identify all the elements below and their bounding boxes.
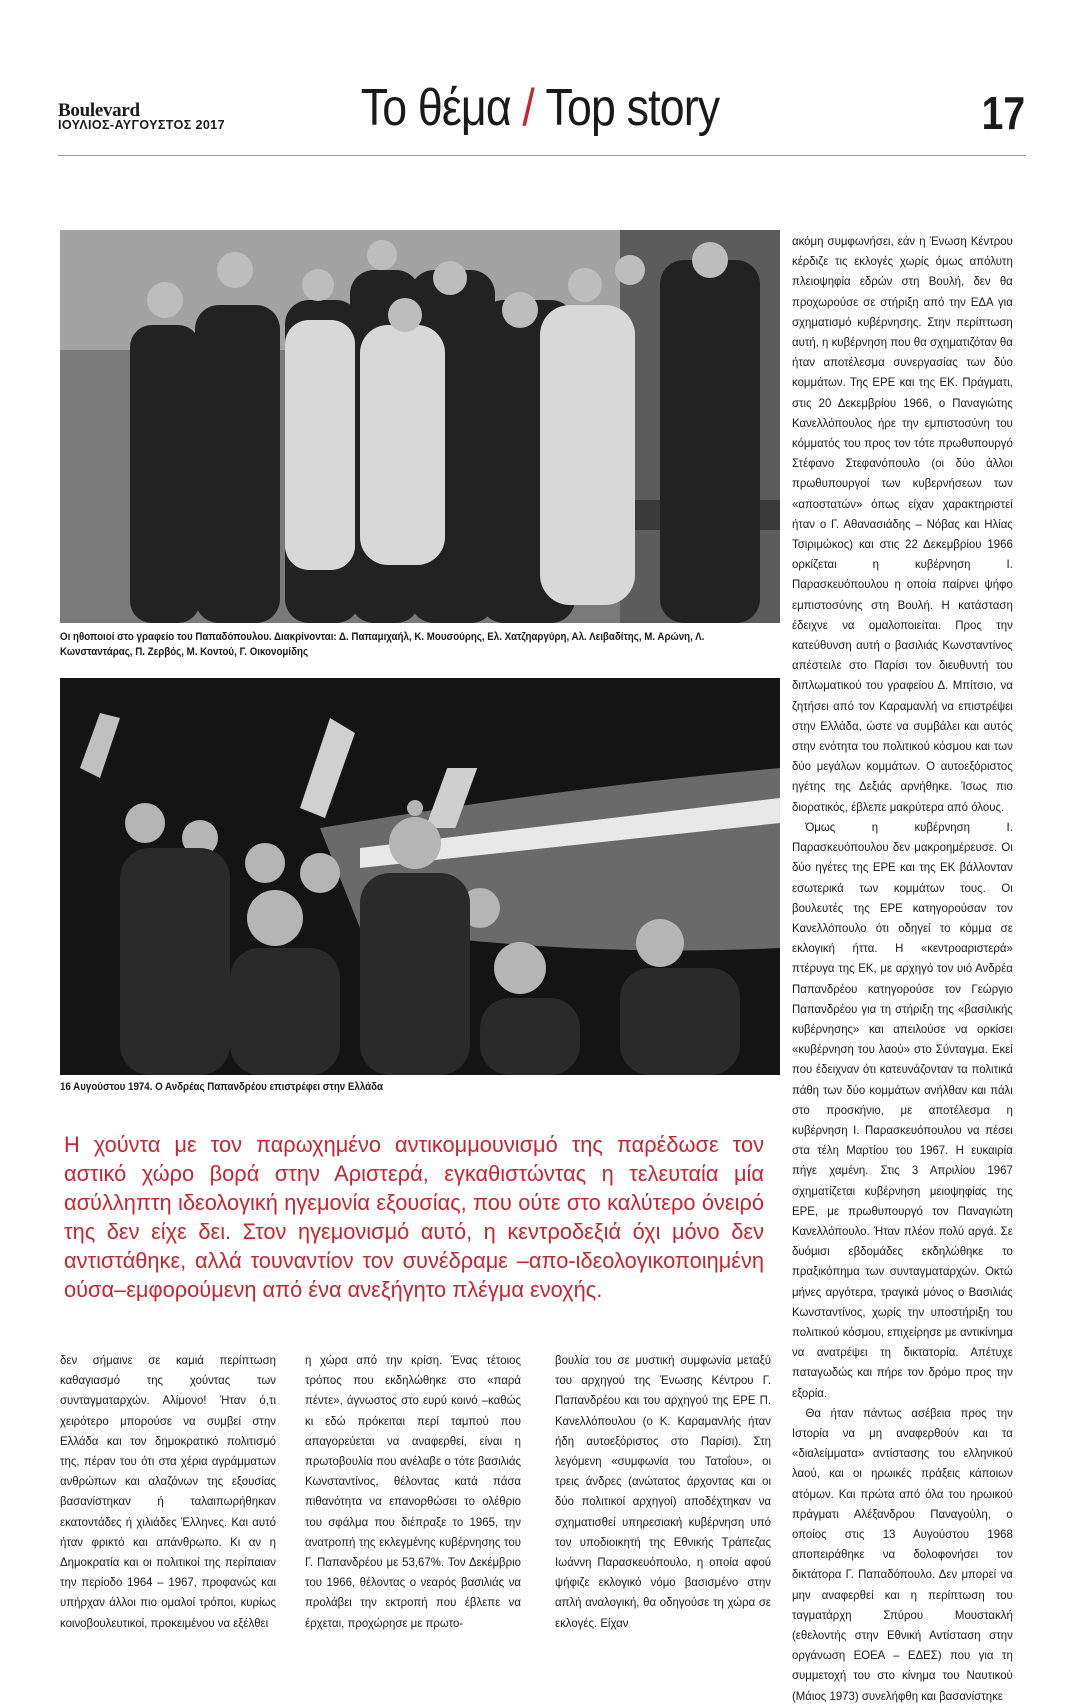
article-paragraph: η χώρα από την κρίση. Ένας τέτοιος τρόπος που εκδηλώθηκε στο «παρά πέντε», άγνωστος στο ευρύ κοινό –καθώς κι εδώ πρόκειται περί ταμπού που απαγορεύεται να αναφερθεί, είναι η πρωτοβουλία που ανέλαβε ο τότε βασιλιάς Κωνσταντίνος, θέλοντας κατά πάσα πιθανότητα να επανορθώσει το ολέθριο του σφάλμα που διέπραξε το 1965, την ανατροπή της εκλεγμένης κυβέρνησης του Γ. Παπανδρέου με 53,67%. Τον Δεκέμβριο του 1966, θέλοντας ο νεαρός βασιλιάς να προλάβει την εκτροπή που έβλεπε να έρχεται, προχώρησε με πρωτο- bbox=[305, 1353, 521, 1630]
issue-date: ΙΟΥΛΙΟΣ-ΑΥΓΟΥΣΤΟΣ 2017 bbox=[58, 118, 225, 132]
photo-papandreou-caption: 16 Αυγούστου 1974. Ο Ανδρέας Παπανδρέου επιστρέφει στην Ελλάδα bbox=[60, 1081, 384, 1093]
page-number: 17 bbox=[981, 87, 1025, 139]
magazine-brand: Boulevard bbox=[58, 100, 140, 121]
section-title-greek: Το θέμα bbox=[360, 79, 511, 137]
article-column-bottom-3 bbox=[555, 1350, 771, 1633]
section-separator: / bbox=[522, 79, 534, 137]
section-title bbox=[76, 78, 1005, 138]
photo-papandreou-illustration bbox=[60, 678, 780, 1075]
article-column-right bbox=[792, 231, 1013, 1706]
article-paragraph: ακόμη συμφωνήσει, εάν η Ένωση Κέντρου κέρδιζε τις εκλογές χωρίς όμως απόλυτη πλειοψηφία εδρών στη Βουλή, δεν θα προχωρούσε σε στήριξη από την ΕΔΑ για σχηματισμό κυβέρνησης. Στην περίπτωση αυτή, η κυβέρνηση που θα σχηματιζόταν θα ήταν αποτέλεσμα συνεργασίας των δύο κομμάτων. Της ΕΡΕ και της ΕΚ. Πράγματι, στις 20 Δεκεμβρίου 1966, ο Παναγιώτης Κανελλόπουλος ήρε την εμπιστοσύνη του κόμματός του προς τον τότε πρωθυπουργό Στέφανο Στεφανόπουλο (οι δύο άλλοι πρωθυπουργοί των κυβερνήσεων των «αποστατών» όπως είχαν χαρακτηριστεί ήταν ο Γ. Αθανασιάδης – Νόβας και Ηλίας Τσιριμώκος) και στις 22 Δεκεμβρίου 1966 ορκίζεται η κυβέρνηση Ι. Παρασκευόπουλου η οποία παίρνει ψήφο εμπιστοσύνης στη Βουλή. Η κατάσταση έδειχνε να ομαλοποιείται. Προς την κατεύθυνση αυτή ο βασιλιάς Κωνσταντίνος απέστειλε στο Παρίσι τον διευθυντή του διπλωματικού του γραφείου Δ. Μπίτσιο, να ζητήσει από τον Καραμανλή να επιστρέψει στην Ελλάδα, ώστε να συμβάλει και αυτός στην ενότητα του πολιτικού κόσμου και των δύο μεγάλων κομμάτων. Ο αυτοεξόριστος ηγέτης της Δεξιάς αρνήθηκε. Ίσως πιο διορατικός, έβλεπε μακρύτερα από όλους. bbox=[792, 234, 1013, 814]
section-title-english: Top story bbox=[545, 79, 720, 137]
photo-actors-office-illustration bbox=[60, 230, 780, 623]
article-paragraph: Όμως η κυβέρνηση Ι. Παρασκευόπουλου δεν μακροημέρευσε. Οι δύο ηγέτες της ΕΡΕ και της ΕΚ βάλλονταν εσωτερικά των κομμάτων τους. Οι βουλευτές της ΕΡΕ κατηγορούσαν τον Κανελλόπουλο ότι οδηγεί το κόμμα σε εκλογική ήττα. Η «κεντροαριστερά» πτέρυγα της ΕΚ, με αρχηγό τον υιό Ανδρέα Παπανδρέου κατηγορούσε τον Γεώργιο Παπανδρέου για τη στήριξη της «βασιλικής κυβέρνησης» και απειλούσε να ορκίσει «κυβέρνηση του λαού» στο Σύνταγμα. Εκεί που έδειχναν ότι κατευνάζονταν τα πολιτικά πάθη των δύο κομμάτων ανήλθαν και πάλι στο προσκήνιο, με αποτέλεσμα η κυβέρνηση Ι. Παρασκευόπουλου να πέσει στα τέλη Μαρτίου του 1967. Η ευκαιρία πήγε χαμένη. Στις 3 Απριλίου 1967 σχηματίζεται κυβέρνηση μειοψηφίας της ΕΡΕ, με πρωθυπουργό τον Παναγιώτη Κανελλόπουλο. Ήταν πλέον πολύ αργά. Σε δυόμισι εβδομάδες εκδηλώθηκε το πραξικόπημα των συνταγματαρχών. Οκτώ μήνες αργότερα, τραγικά μόνος ο Βασιλιάς Κωνσταντίνος, χωρίς την υποστήριξη του πολιτικού κόσμου, επιχείρησε με αντικίνημα να ανατρέψει τη δικτατορία. Απέτυχε παταγωδώς και πήρε τον δρόμο προς την εξορία. bbox=[792, 819, 1013, 1400]
article-column-bottom-2 bbox=[305, 1350, 521, 1633]
article-paragraph: βουλία του σε μυστική συμφωνία μεταξύ του αρχηγού της Ένωσης Κέντρου Γ. Παπανδρέου και του αρχηγού της ΕΡΕ Π. Κανελλόπουλου (ο Κ. Καραμανλής ήταν ήδη αυτοεξόριστος στο Παρίσι). Στη λεγόμενη «συμφωνία του Τατοΐου», οι τρεις άνδρες (ανώτατος άρχοντας και οι δύο πολιτικοί αρχηγοί) αποδέχτηκαν να σχηματισθεί υπηρεσιακή κυβέρνηση υπό τον υποδιοικητή της Εθνικής Τράπεζας Ιωάννη Παρασκευόπουλο, η οποία αφού ψήφιζε εκλογικό νόμο βασισμένο στην απλή αναλογική, θα οδηγούσε τη χώρα σε εκλογές. Είχαν bbox=[555, 1353, 771, 1630]
photo-papandreou-return bbox=[60, 678, 780, 1075]
photo-actors-caption: Οι ηθοποιοί στο γραφείο του Παπαδόπουλου. Διακρίνονται: Δ. Παπαμιχαήλ, Κ. Μουσούρης, Ελ. Χατζηαργύρη, Αλ. Λειβαδίτης, Μ. Αρώνη, Λ. Κωνσταντάρας, Π. Ζερβός, Μ. Κοντού, Γ. Οικονομίδης bbox=[60, 631, 705, 658]
article-paragraph: Θα ήταν πάντως ασέβεια προς την Ιστορία να μη αναφερθούν και τα «διαλείμματα» αντίστασης του ελληνικού λαού, και οι ηρωικές πράξεις κάποιων ατόμων. Και πρώτα από όλα του ηρωικού πράγματι Αλέξανδρου Παναγούλη, ο οποίος στις 13 Αυγούστου 1968 αποπειράθηκε να δολοφονήσει τον δικτάτορα Γ. Παπαδόπουλο. Δεν μπορεί να μην αναφερθεί και η περίπτωση του ταγματάρχη Σπύρου Μουστακλή (εθελοντής στην Εθνική Αντίσταση στην οργάνωση ΕΟΕΑ – ΕΔΕΣ) που για τη συμμετοχή του στο κίνημα του Ναυτικού (Μάιος 1973) συνελήφθη και βασανίστηκε bbox=[792, 1405, 1013, 1703]
pull-quote: Η χούντα με τον παρωχημένο αντικομμουνισμό της παρέδωσε τον αστικό χώρο βορά στην Αριστερά, εγκαθιστώντας η τελευταία μία ασύλληπτη ιδεολογική ηγεμονία εξουσίας, που ούτε στο καλύτερο όνειρό της δεν είχε δει. Στον ηγεμονισμό αυτό, η κεντροδεξιά όχι μόνο δεν αντιστάθηκε, αλλά τουναντίον τον συνέδραμε –απο-ιδεολογικοποιημένη ούσα–εμφορούμενη από ένα ανεξήγητο πλέγμα ενοχής. bbox=[64, 1132, 764, 1302]
header-divider bbox=[58, 155, 1026, 156]
article-paragraph: δεν σήμαινε σε καμιά περίπτωση καθαγιασμό της χούντας των συνταγματαρχών. Αλίμονο! Ήταν ό,τι χειρότερο μπορούσε να συμβεί στην Ελλάδα και τον δημοκρατικό πολιτισμό της, πέραν του ότι στα χέρια αγράμματων ανθρώπων και αλαζόνων της εξουσίας βασανίστηκαν ή ταλαιπωρήθηκαν εκατοντάδες ή χιλιάδες Έλληνες. Και αυτό ήταν φρικτό και απάνθρωπο. Κι αν η Δημοκρατία και οι πολιτικοί της περίπαιαν την περίοδο 1964 – 1967, προφανώς και υπήρχαν άλλοι πιο ομαλοί τρόποι, κυρίως κοινοβουλευτικοί, προκειμένου να εξέλθει bbox=[60, 1353, 276, 1630]
article-column-bottom-1 bbox=[60, 1350, 276, 1633]
photo-actors-office bbox=[60, 230, 780, 623]
